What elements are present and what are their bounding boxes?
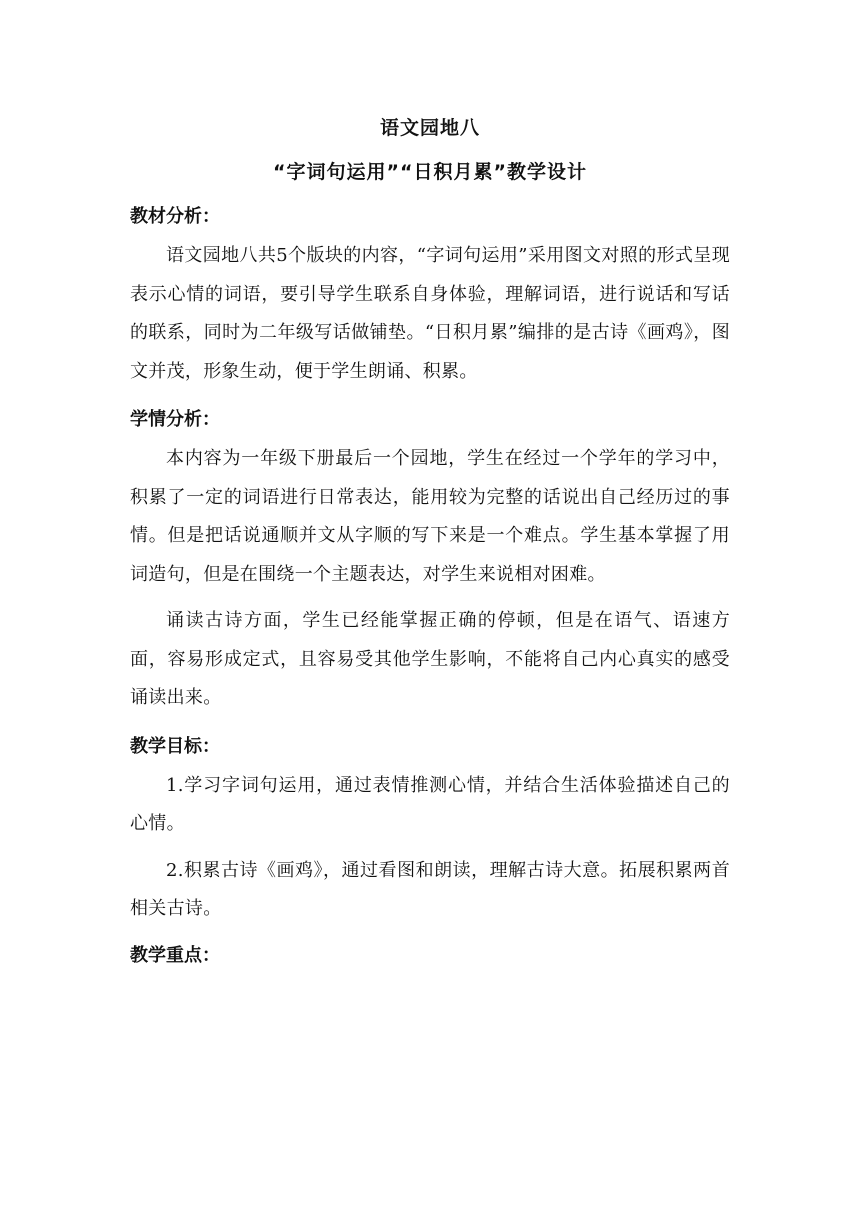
paragraph-student-analysis-2: 诵读古诗方面，学生已经能掌握正确的停顿，但是在语气、语速方面，容易形成定式，且容易受其他学生影响，不能将自己内心真实的感受诵读出来。 <box>130 610 730 708</box>
paragraph-objective-2: 2.积累古诗《画鸡》，通过看图和朗读，理解古诗大意。拓展积累两首相关古诗。 <box>130 859 730 919</box>
section-heading-student-analysis: 学情分析： <box>130 409 220 430</box>
paragraph-student-analysis-1: 本内容为一年级下册最后一个园地，学生在经过一个学年的学习中，积累了一定的词语进行日常表达，能用较为完整的话说出自己经历过的事情。但是把话说通顺并文从字顺的写下来是一个难点。学生基本掌握了用词造句，但是在围绕一个主题表达，对学生来说相对困难。 <box>130 448 730 585</box>
section-heading-teaching-focus: 教学重点： <box>130 944 220 966</box>
document-subtitle: “字词句运用”“日积月累”教学设计 <box>273 161 587 183</box>
document-body <box>130 112 730 971</box>
paragraph-objective-1: 1.学习字词句运用，通过表情推测心情，并结合生活体验描述自己的心情。 <box>130 774 730 834</box>
section-heading-teaching-objectives: 教学目标： <box>130 735 220 757</box>
section-heading-textbook-analysis: 教材分析： <box>130 206 220 227</box>
paragraph-textbook-analysis: 语文园地八共5个版块的内容，“字词句运用”采用图文对照的形式呈现表示心情的词语，要引导学生联系自身体验，理解词语，进行说话和写话的联系，同时为二年级写话做铺垫。“日积月累”编排的是古诗《画鸡》，图文并茂，形象生动，便于学生朗诵、积累。 <box>130 245 730 382</box>
document-title: 语文园地八 <box>379 117 480 139</box>
